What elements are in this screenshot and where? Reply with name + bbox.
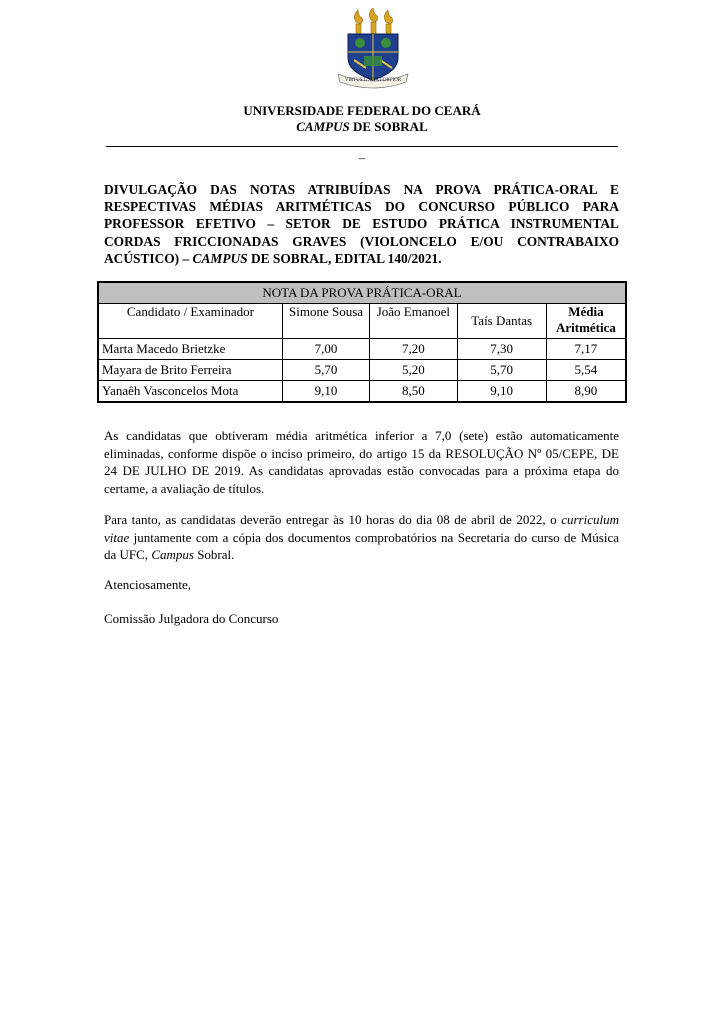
- campus-rest: DE SOBRAL: [349, 119, 428, 134]
- document-title: [104, 181, 619, 267]
- average-cell: 7,17: [546, 339, 626, 360]
- grade-cell: 9,10: [457, 381, 546, 403]
- paragraph-instructions: [104, 511, 619, 564]
- closing-line: Atenciosamente,: [104, 577, 191, 592]
- table-row: [98, 360, 626, 381]
- university-coat-of-arms-logo: [334, 8, 412, 90]
- header-divider: [106, 146, 618, 147]
- candidate-name: Mayara de Brito Ferreira: [98, 360, 282, 381]
- title-campus: CAMPUS: [192, 250, 248, 266]
- title-tail: DE SOBRAL, EDITAL 140/2021.: [247, 250, 442, 266]
- grade-cell: 5,70: [282, 360, 369, 381]
- grade-cell: 8,50: [370, 381, 457, 403]
- table-row: [98, 381, 626, 403]
- grades-table: [97, 281, 627, 403]
- grade-cell: 7,00: [282, 339, 369, 360]
- grade-cell: 7,20: [370, 339, 457, 360]
- title-main: DIVULGAÇÃO DAS NOTAS ATRIBUÍDAS NA PROVA PRÁTICA-ORAL E RESPECTIVAS MÉDIAS ARITMÉTICAS DO CONCURSO PÚBLICO PARA PROFESSOR EFETIVO – SETOR DE ESTUDO PRÁTICA INSTRUMENTAL CORDAS FRICCIONADAS GRAVES (VIOLONCELO E/OU CONTRABAIXO ACÚSTICO) –: [104, 182, 619, 266]
- torches: [354, 8, 392, 34]
- svg-text:VIRTUS UNITA FORTIOR: VIRTUS UNITA FORTIOR: [344, 78, 402, 83]
- grade-cell: 5,70: [457, 360, 546, 381]
- grade-cell: 7,30: [457, 339, 546, 360]
- campus-line: [0, 119, 724, 135]
- paragraph-eliminated: As candidatas que obtiveram média aritmética inferior a 7,0 (sete) estão automaticamente eliminadas, conforme dispõe o inciso primeiro, do artigo 15 da RESOLUÇÃO Nº 05/CEPE, DE 24 DE JULHO DE 2019. As candidatas aprovadas estão convocadas para a próxima etapa do certame, a avaliação de títulos.: [104, 428, 619, 496]
- campus-italic: CAMPUS: [296, 119, 350, 134]
- p2-part-c: Sobral.: [193, 547, 235, 562]
- grade-cell: 5,20: [370, 360, 457, 381]
- column-header-examiner-2: João Emanoel: [370, 304, 457, 339]
- signature-line: Comissão Julgadora do Concurso: [104, 611, 279, 626]
- average-cell: 8,90: [546, 381, 626, 403]
- table-row: [98, 339, 626, 360]
- p2-curriculum: curriculum vitae: [104, 512, 619, 545]
- average-cell: 5,54: [546, 360, 626, 381]
- institution-name: UNIVERSIDADE FEDERAL DO CEARÁ: [243, 103, 481, 118]
- column-header-candidate: Candidato / Examinador: [98, 304, 282, 339]
- p2-campus: Campus: [151, 547, 194, 562]
- column-header-average: Média Aritmética: [546, 304, 626, 339]
- column-header-examiner-3: Taís Dantas: [457, 304, 546, 339]
- column-header-examiner-1: Simone Sousa: [282, 304, 369, 339]
- grade-cell: 9,10: [282, 381, 369, 403]
- candidate-name: Marta Macedo Brietzke: [98, 339, 282, 360]
- table-caption: NOTA DA PROVA PRÁTICA-ORAL: [98, 282, 626, 304]
- p2-part-a: Para tanto, as candidatas deverão entregar às 10 horas do dia 08 de abril de 2022, o: [104, 512, 562, 527]
- separator-dash: –: [358, 150, 366, 165]
- candidate-name: Yanaêh Vasconcelos Mota: [98, 381, 282, 403]
- p2-part-b: juntamente com a cópia dos documentos comprobatórios na Secretaria do curso de Música da UFC,: [104, 529, 619, 562]
